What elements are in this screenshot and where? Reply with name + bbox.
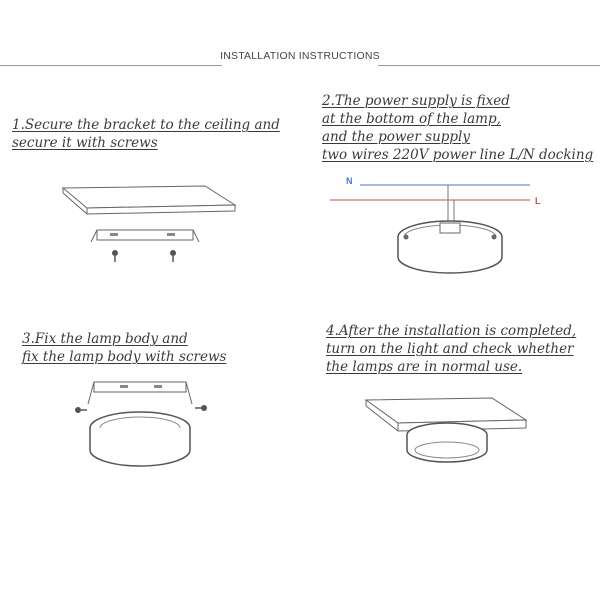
screw-icon [112,250,118,262]
screw-icon [75,407,87,413]
header-rule-left [0,65,222,66]
step-4-illustration [362,390,542,480]
screw-icon [170,250,176,262]
step-1-illustration [55,178,245,268]
neutral-wire-label: N [346,176,353,186]
screw-icon [195,405,207,411]
step-3-illustration [70,378,220,488]
step-3-text: 3.Fix the lamp body and fix the lamp body with screws [22,331,227,365]
step-2-illustration [330,175,570,285]
step-2-text: 2.The power supply is fixed at the bottom of the lamp, and the power supply two wires 220V power line L/N docking [322,93,594,163]
step-4-text: 4.After the installation is completed, turn on the light and check whether the lamps are in normal use. [326,323,577,375]
page-title: INSTALLATION INSTRUCTIONS [220,50,380,62]
step-1-text: 1.Secure the bracket to the ceiling and secure it with screws [12,117,280,151]
header-rule-right [378,65,600,66]
live-wire-label: L [535,196,541,206]
